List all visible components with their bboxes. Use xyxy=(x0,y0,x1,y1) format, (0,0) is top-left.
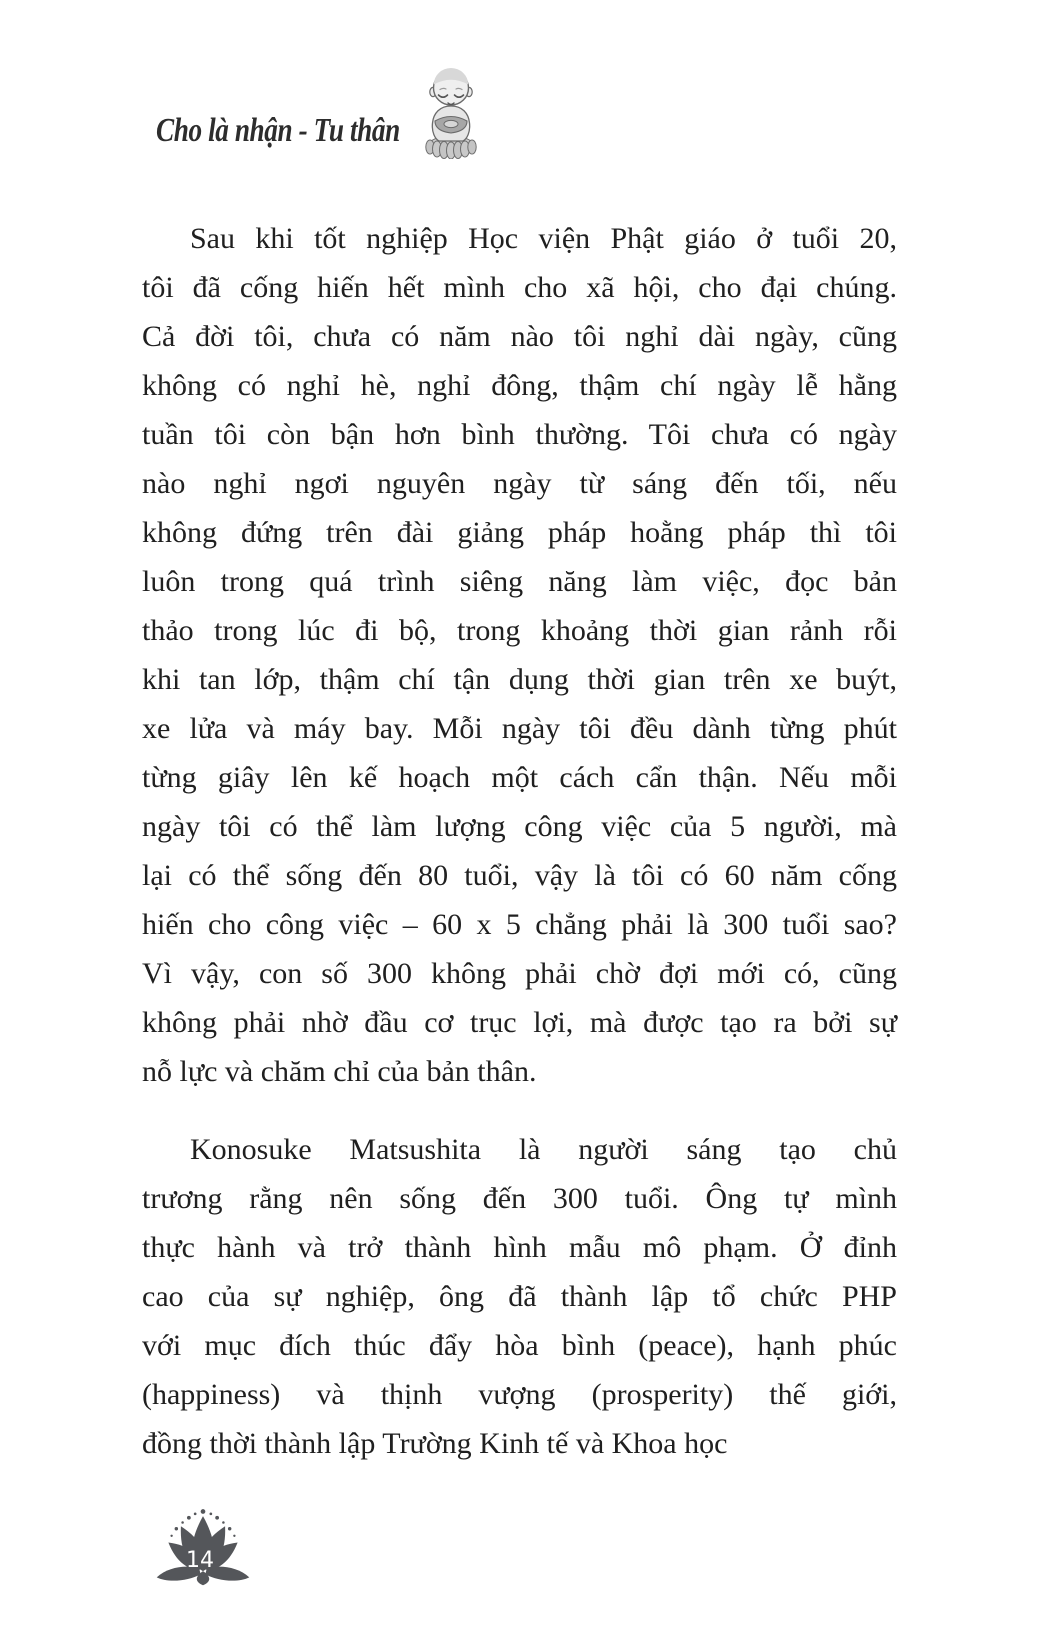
text-line: trương rằng nên sống đến 300 tuổi. Ông tự mình xyxy=(142,1182,897,1215)
text-line: Vì vậy, con số 300 không phải chờ đợi mới có, cũng xyxy=(142,957,897,990)
text-line: không phải nhờ đầu cơ trục lợi, mà được tạo ra bởi sự xyxy=(142,1006,897,1039)
page-body xyxy=(142,214,897,1468)
text-line: cao của sự nghiệp, ông đã thành lập tổ chức PHP xyxy=(142,1280,897,1313)
text-line: (happiness) và thịnh vượng (prosperity) thế giới, xyxy=(142,1378,897,1411)
text-line: với mục đích thúc đẩy hòa bình (peace), hạnh phúc xyxy=(142,1329,897,1362)
running-head-title: Cho là nhận - Tu thân xyxy=(156,112,400,149)
text-line: hiến cho công việc – 60 x 5 chẳng phải là 300 tuổi sao? xyxy=(142,908,897,941)
text-line: Sau khi tốt nghiệp Học viện Phật giáo ở tuổi 20, xyxy=(190,222,897,255)
text-line: thảo trong lúc đi bộ, trong khoảng thời gian rảnh rỗi xyxy=(142,614,897,647)
text-line: từng giây lên kế hoạch một cách cẩn thận. Nếu mỗi xyxy=(142,761,897,794)
paragraph-1 xyxy=(142,214,897,1096)
text-line: thực hành và trở thành hình mẫu mô phạm. Ở đỉnh xyxy=(142,1231,897,1264)
text-line: không đứng trên đài giảng pháp hoằng pháp thì tôi xyxy=(142,516,897,549)
text-line: lại có thể sống đến 80 tuổi, vậy là tôi có 60 năm cống xyxy=(142,859,897,892)
text-line: Cả đời tôi, chưa có năm nào tôi nghỉ dài ngày, cũng xyxy=(142,320,897,353)
text-line: xe lửa và máy bay. Mỗi ngày tôi đều dành từng phút xyxy=(142,712,897,745)
text-line: ngày tôi có thể làm lượng công việc của 5 người, mà xyxy=(142,810,897,843)
text-line: không có nghỉ hè, nghỉ đông, thậm chí ngày lễ hằng xyxy=(142,369,897,402)
paragraph-2 xyxy=(142,1125,897,1468)
text-line: nào nghỉ ngơi nguyên ngày từ sáng đến tối, nếu xyxy=(142,467,897,500)
lotus-icon xyxy=(152,1500,254,1592)
text-line: nỗ lực và chăm chỉ của bản thân. xyxy=(142,1055,537,1088)
meditating-monk-icon xyxy=(421,62,481,159)
text-line: khi tan lớp, thậm chí tận dụng thời gian trên xe buýt, xyxy=(142,663,897,696)
text-line: đồng thời thành lập Trường Kinh tế và Khoa học xyxy=(142,1427,728,1460)
page-number: 14 xyxy=(186,1548,214,1573)
text-line: luôn trong quá trình siêng năng làm việc, đọc bản xyxy=(142,565,897,598)
text-line: tôi đã cống hiến hết mình cho xã hội, cho đại chúng. xyxy=(142,271,897,304)
text-line: Konosuke Matsushita là người sáng tạo chủ xyxy=(190,1133,897,1166)
text-line: tuần tôi còn bận hơn bình thường. Tôi chưa có ngày xyxy=(142,418,897,451)
page-footer xyxy=(152,1500,254,1592)
